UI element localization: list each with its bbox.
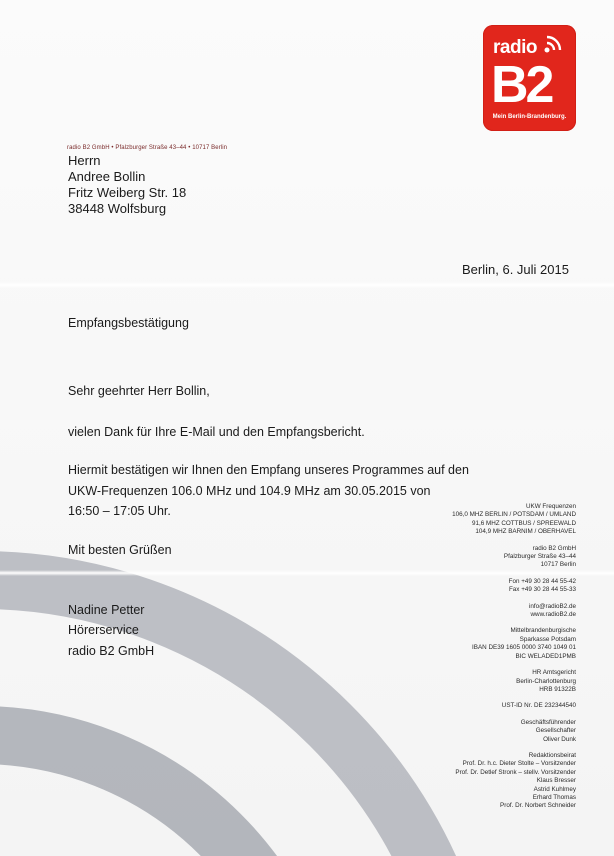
- closing: Mit besten Grüßen: [68, 543, 172, 557]
- signature-company: radio B2 GmbH: [68, 644, 155, 658]
- sidebar-info-line: Geschäftsführender: [520, 718, 576, 726]
- sidebar-info-line: UKW Frequenzen: [525, 503, 576, 510]
- sidebar-info-line: HR Amtsgericht: [532, 669, 576, 677]
- sidebar-info-group: [376, 603, 576, 620]
- sidebar-info-line: 104,9 MHZ BARNIM / OBERHAVEL: [475, 528, 576, 536]
- sidebar-info-group: [376, 545, 576, 570]
- recipient-street: Fritz Weiberg Str. 18: [68, 185, 187, 200]
- sidebar-info-line: 106,0 MHZ BERLIN / POTSDAM / UMLAND: [452, 511, 576, 519]
- sidebar-info-line: Astrid Kuhlmey: [533, 785, 576, 793]
- sidebar-info-line: Prof. Dr. h.c. Dieter Stolte – Vorsitzender: [462, 760, 576, 768]
- sidebar-info-line: Fax +49 30 28 44 55-33: [508, 586, 576, 594]
- sidebar-info-line: BIC WELADED1PMB: [515, 652, 576, 660]
- signature-name: Nadine Petter: [68, 603, 145, 617]
- sidebar-info-group: [376, 578, 576, 595]
- recipient-name: Andree Bollin: [68, 169, 146, 184]
- sidebar-info-line: Klaus Bresser: [536, 777, 576, 785]
- sidebar-info-line: info@radioB2.de: [528, 602, 576, 610]
- paragraph-confirmation-line: UKW-Frequenzen 106.0 MHz und 104.9 MHz am 30.05.2015 von: [68, 484, 431, 498]
- sender-address-line: radio B2 GmbH • Pfalzburger Straße 43–44 • 10717 Berlin: [67, 145, 228, 151]
- paragraph-thanks: vielen Dank für Ihre E-Mail und den Empfangsbericht.: [68, 425, 365, 439]
- sidebar-info-group: [376, 702, 576, 710]
- sidebar-info-line: Prof. Dr. Norbert Schneider: [500, 802, 576, 810]
- sidebar-info-group: [376, 669, 576, 694]
- sidebar-info-line: radio B2 GmbH: [532, 544, 576, 552]
- recipient-city: 38448 Wolfsburg: [68, 201, 167, 216]
- signature-department: Hörerservice: [68, 623, 139, 637]
- sidebar-info-line: Erhard Thomas: [532, 793, 576, 801]
- paragraph-confirmation-line: Hiermit bestätigen wir Ihnen den Empfang unseres Programmes auf den: [68, 463, 469, 477]
- logo-word: radio: [493, 37, 537, 58]
- recipient-address: [68, 153, 186, 217]
- sidebar-info-line: Gesellschafter: [535, 727, 576, 735]
- company-info-sidebar: [376, 503, 576, 819]
- sidebar-info-line: UST-ID Nr. DE 232344540: [501, 702, 576, 710]
- greeting: Sehr geehrter Herr Bollin,: [68, 384, 210, 398]
- sidebar-info-line: Redaktionsbeirat: [528, 751, 576, 759]
- sidebar-info-line: Berlin-Charlottenburg: [516, 677, 576, 685]
- sidebar-info-line: Oliver Dunk: [543, 735, 576, 743]
- letter-date: Berlin, 6. Juli 2015: [462, 262, 569, 277]
- letter-subject: Empfangsbestätigung: [68, 316, 189, 330]
- sidebar-info-line: 91,6 MHZ COTTBUS / SPREEWALD: [471, 519, 576, 527]
- recipient-salutation: Herrn: [68, 153, 101, 168]
- sidebar-info-line: IBAN DE39 1605 0000 3740 1049 01: [472, 644, 576, 652]
- logo-mark: B2: [491, 56, 552, 114]
- paragraph-confirmation-line: 16:50 – 17:05 Uhr.: [68, 504, 171, 518]
- sidebar-info-line: 10717 Berlin: [540, 561, 576, 569]
- sidebar-info-group: [376, 752, 576, 811]
- sidebar-info-line: Mittelbrandenburgische: [510, 627, 576, 635]
- radio-b2-logo: [483, 25, 576, 131]
- sidebar-info-line: HRB 91322B: [539, 685, 576, 693]
- sidebar-info-line: Sparkasse Potsdam: [519, 635, 576, 643]
- logo-slogan: Mein Berlin-Brandenburg.: [492, 114, 567, 120]
- sidebar-info-group: [376, 627, 576, 661]
- signal-waves-icon: [544, 35, 566, 53]
- sidebar-info-line: Fon +49 30 28 44 55-42: [508, 577, 576, 585]
- sidebar-info-group: [376, 503, 576, 537]
- sidebar-info-group: [376, 719, 576, 744]
- sidebar-info-line: Prof. Dr. Detlef Stronk – stellv. Vorsitzender: [455, 768, 576, 776]
- sidebar-info-line: Pfalzburger Straße 43–44: [503, 553, 576, 561]
- sidebar-info-line: www.radioB2.de: [530, 611, 576, 619]
- scan-fold-line: [0, 282, 614, 288]
